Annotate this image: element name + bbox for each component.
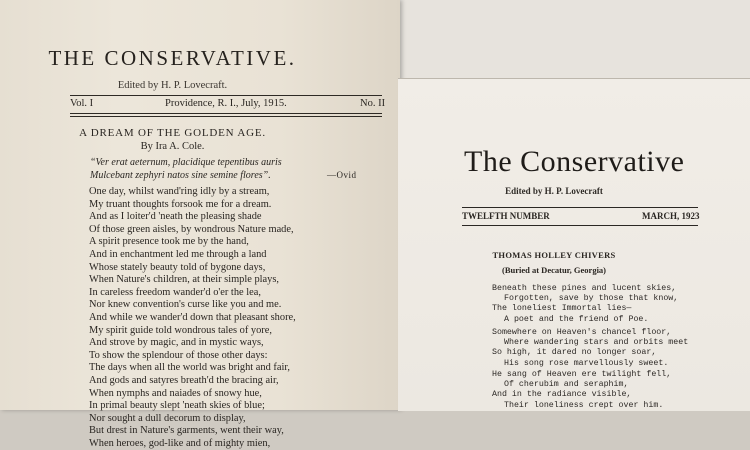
left-poem-title: A DREAM OF THE GOLDEN AGE.	[79, 127, 266, 139]
poem-line: One day, whilst wand'ring idly by a stream,	[89, 186, 270, 197]
left-volume: Vol. I	[70, 98, 94, 109]
right-poem-title: THOMAS HOLLEY CHIVERS	[492, 250, 616, 260]
left-number: No. II	[360, 98, 386, 109]
left-top-rule	[70, 95, 382, 96]
poem-line: In primal beauty slept 'neath skies of blue;	[89, 400, 265, 412]
poem-line: And strove by magic, and in mystic ways,	[89, 337, 264, 349]
right-magazine-page	[398, 78, 750, 411]
right-editor-line: Edited by H. P. Lovecraft	[505, 186, 603, 196]
right-poem-subtitle: (Buried at Decatur, Georgia)	[501, 265, 607, 275]
left-epigraph-line: “Ver erat aeternum, placidique tepentibus auris	[90, 157, 282, 168]
left-editor-line: Edited by H. P. Lovecraft.	[117, 80, 228, 91]
poem-line: And gods and satyres breath'd the bracing air,	[89, 374, 279, 386]
poem-line: And as I loiter'd 'neath the pleasing shade	[89, 211, 262, 223]
poem-line: My spirit guide told wondrous tales of yore,	[89, 324, 272, 336]
left-bottom-rule-2	[70, 116, 382, 117]
poem-line: The loneliest Immortal lies—	[492, 304, 632, 314]
poem-line: Whose stately beauty told of bygone days,	[89, 261, 266, 273]
poem-line: And in the radiance visible,	[492, 390, 632, 400]
right-background-sheet	[398, 0, 750, 80]
poem-line: And in enchantment led me through a land	[89, 248, 267, 260]
poem-line: He sang of Heaven ere twilight fell,	[492, 370, 672, 379]
right-number: TWELFTH NUMBER	[462, 211, 550, 221]
poem-line: Forgotten, save by those that know,	[504, 294, 679, 304]
left-bottom-rule	[70, 113, 382, 114]
left-masthead-title: THE CONSERVATIVE.	[48, 46, 297, 70]
poem-line: Nor knew convention's curse like you and me.	[89, 299, 282, 311]
right-top-rule	[462, 207, 698, 208]
poem-line: When heroes, god-like and of mighty mien,	[89, 437, 271, 449]
poem-line: But drest in Nature's garments, went their way,	[89, 425, 284, 437]
poem-line: The days when all the world was bright and fair,	[89, 362, 290, 374]
right-stanza	[492, 370, 671, 411]
right-stanza	[492, 328, 688, 369]
left-byline: By Ira A. Cole.	[140, 141, 205, 152]
poem-line: So high, it dared no longer soar,	[492, 348, 657, 358]
poem-line: A spirit presence took me by the hand,	[89, 236, 249, 248]
right-bottom-rule	[462, 225, 698, 226]
poem-line: My truant thoughts forsook me for a dream.	[89, 198, 272, 210]
poem-line: When Nature's children, at their simple plays,	[89, 274, 279, 286]
left-place-date: Providence, R. I., July, 1915.	[165, 98, 287, 109]
poem-line: Somewhere on Heaven's chancel floor,	[492, 328, 672, 337]
left-poem-body	[89, 186, 296, 450]
left-epigraph-author: —Ovid	[327, 170, 357, 180]
poem-line: Where wandering stars and orbits meet	[504, 338, 689, 348]
poem-line: In careless freedom wander'd o'er the lea,	[89, 286, 261, 298]
poem-line: Their loneliness crept over him.	[504, 400, 664, 410]
poem-line: Nor sought a dull decorum to display,	[89, 412, 246, 424]
poem-line: And while we wander'd down that pleasant shore,	[89, 311, 296, 323]
poem-line: When nymphs and naiades of snowy hue,	[89, 387, 262, 399]
left-epigraph-line: Mulcebant zephyri natos sine semine flores”.	[90, 170, 271, 181]
right-date: MARCH, 1923	[642, 211, 700, 221]
poem-line: Beneath these pines and lucent skies,	[492, 284, 677, 293]
poem-line: To show the splendour of those other days:	[89, 349, 268, 361]
poem-line: Of cherubim and seraphim,	[504, 380, 629, 390]
poem-line: His song rose marvellously sweet.	[504, 358, 669, 368]
right-masthead-title: The Conservative	[464, 145, 685, 178]
right-stanza	[492, 284, 678, 325]
poem-line: Of those green aisles, by wondrous Nature made,	[89, 223, 294, 235]
poem-line: A poet and the friend of Poe.	[504, 314, 649, 324]
